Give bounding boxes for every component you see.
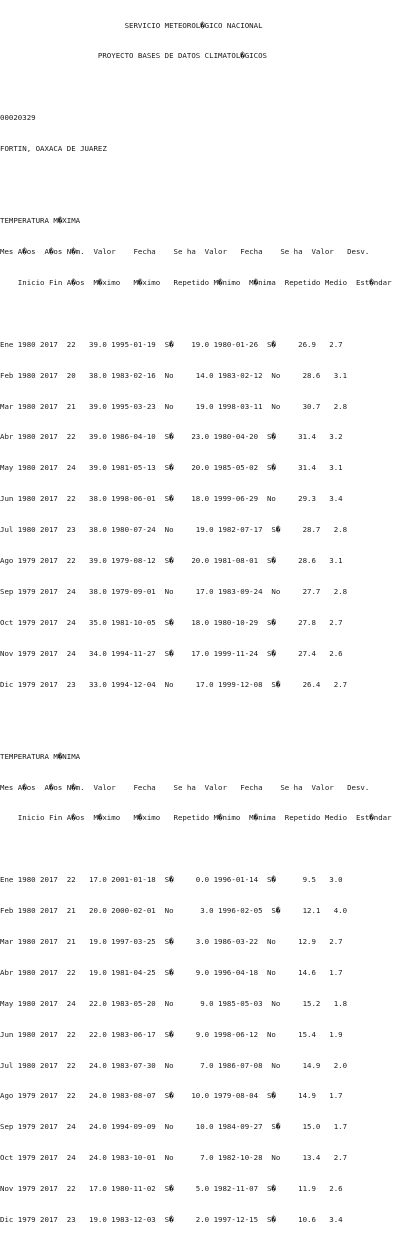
table-row: Sep 1979 2017 24 24.0 1994-09-09 No 10.0 1984-09-27 S� 15.0 1.7 (0, 1122, 348, 1132)
blank-line (0, 710, 400, 720)
table-row: May 1980 2017 24 39.0 1981-05-13 S� 20.0 1985-05-02 S� 31.4 3.1 (0, 463, 343, 473)
table-row: Oct 1979 2017 24 24.0 1983-10-01 No 7.0 1982-10-28 No 13.4 2.7 (0, 1153, 348, 1163)
table-row: Abr 1980 2017 22 39.0 1986-04-10 S� 23.0 1980-04-20 S� 31.4 3.2 (0, 432, 343, 442)
max-temp-title: TEMPERATURA M�XIMA (0, 216, 81, 226)
max-temp-header-2: Inicio Fin A�os M�ximo M�ximo Repetido M�nimo M�nima Repetido Medio Est�ndar (0, 278, 392, 288)
station-name: FORTIN, OAXACA DE JUAREZ (0, 144, 107, 154)
table-row: Ago 1979 2017 22 39.0 1979-08-12 S� 20.0 1981-08-01 S� 28.6 3.1 (0, 556, 343, 566)
table-row: Oct 1979 2017 24 35.0 1981-10-05 S� 18.0 1980-10-29 S� 27.8 2.7 (0, 617, 343, 627)
table-row: Nov 1979 2017 22 17.0 1980-11-02 S� 5.0 1982-11-07 S� 11.9 2.6 (0, 1184, 343, 1194)
report-header-line-1: SERVICIO METEOROL�GICO NACIONAL (0, 20, 263, 30)
table-row: Jun 1980 2017 22 38.0 1998-06-01 S� 18.0 1999-06-29 No 29.3 3.4 (0, 494, 343, 504)
table-row: Dic 1979 2017 23 19.0 1983-12-03 S� 2.0 1997-12-15 S� 10.6 3.4 (0, 1215, 343, 1225)
table-row: Feb 1980 2017 21 20.0 2000-02-01 No 3.0 1996-02-05 S� 12.1 4.0 (0, 906, 348, 916)
blank-line (0, 175, 400, 185)
table-row: Feb 1980 2017 20 38.0 1983-02-16 No 14.0 1983-02-12 No 28.6 3.1 (0, 370, 348, 380)
blank-line (0, 309, 400, 319)
table-row: Ene 1980 2017 22 39.0 1995-01-19 S� 19.0 1980-01-26 S� 26.9 2.7 (0, 339, 343, 349)
table-row: Mar 1980 2017 21 39.0 1995-03-23 No 19.0 1998-03-11 No 30.7 2.8 (0, 401, 348, 411)
table-row: May 1980 2017 24 22.0 1983-05-20 No 9.0 1985-05-03 No 15.2 1.8 (0, 998, 348, 1008)
min-temp-title: TEMPERATURA M�NIMA (0, 751, 81, 761)
table-row: Jul 1980 2017 23 38.0 1980-07-24 No 19.0 1982-07-17 S� 28.7 2.8 (0, 525, 348, 535)
table-row: Sep 1979 2017 24 38.0 1979-09-01 No 17.0 1983-09-24 No 27.7 2.8 (0, 586, 348, 596)
table-row: Dic 1979 2017 23 33.0 1994-12-04 No 17.0 1999-12-08 S� 26.4 2.7 (0, 679, 348, 689)
table-row: Ago 1979 2017 22 24.0 1983-08-07 S� 10.0 1979-08-04 S� 14.9 1.7 (0, 1091, 343, 1101)
table-row: Abr 1980 2017 22 19.0 1981-04-25 S� 9.0 1996-04-18 No 14.6 1.7 (0, 967, 343, 977)
max-temp-header-1: Mes A�os A�os N�m. Valor Fecha Se ha Valor Fecha Se ha Valor Desv. (0, 247, 370, 257)
min-temp-header-2: Inicio Fin A�os M�ximo M�ximo Repetido M�nimo M�nima Repetido Medio Est�ndar (0, 813, 392, 823)
table-row: Mar 1980 2017 21 19.0 1997-03-25 S� 3.0 1986-03-22 No 12.9 2.7 (0, 937, 343, 947)
min-temp-header-1: Mes A�os A�os N�m. Valor Fecha Se ha Valor Fecha Se ha Valor Desv. (0, 782, 370, 792)
table-row: Nov 1979 2017 24 34.0 1994-11-27 S� 17.0 1999-11-24 S� 27.4 2.6 (0, 648, 343, 658)
report-header-line-2: PROYECTO BASES DE DATOS CLIMATOL�GICOS (0, 51, 267, 61)
blank-line (0, 82, 400, 92)
table-row: Jun 1980 2017 22 22.0 1983-06-17 S� 9.0 1998-06-12 No 15.4 1.9 (0, 1029, 343, 1039)
table-row: Ene 1980 2017 22 17.0 2001-01-18 S� 0.0 1996-01-14 S� 9.5 3.0 (0, 875, 343, 885)
table-row: Jul 1980 2017 22 24.0 1983-07-30 No 7.0 1986-07-08 No 14.9 2.0 (0, 1060, 348, 1070)
station-id: 00020329 (0, 113, 36, 123)
blank-line (0, 844, 400, 854)
